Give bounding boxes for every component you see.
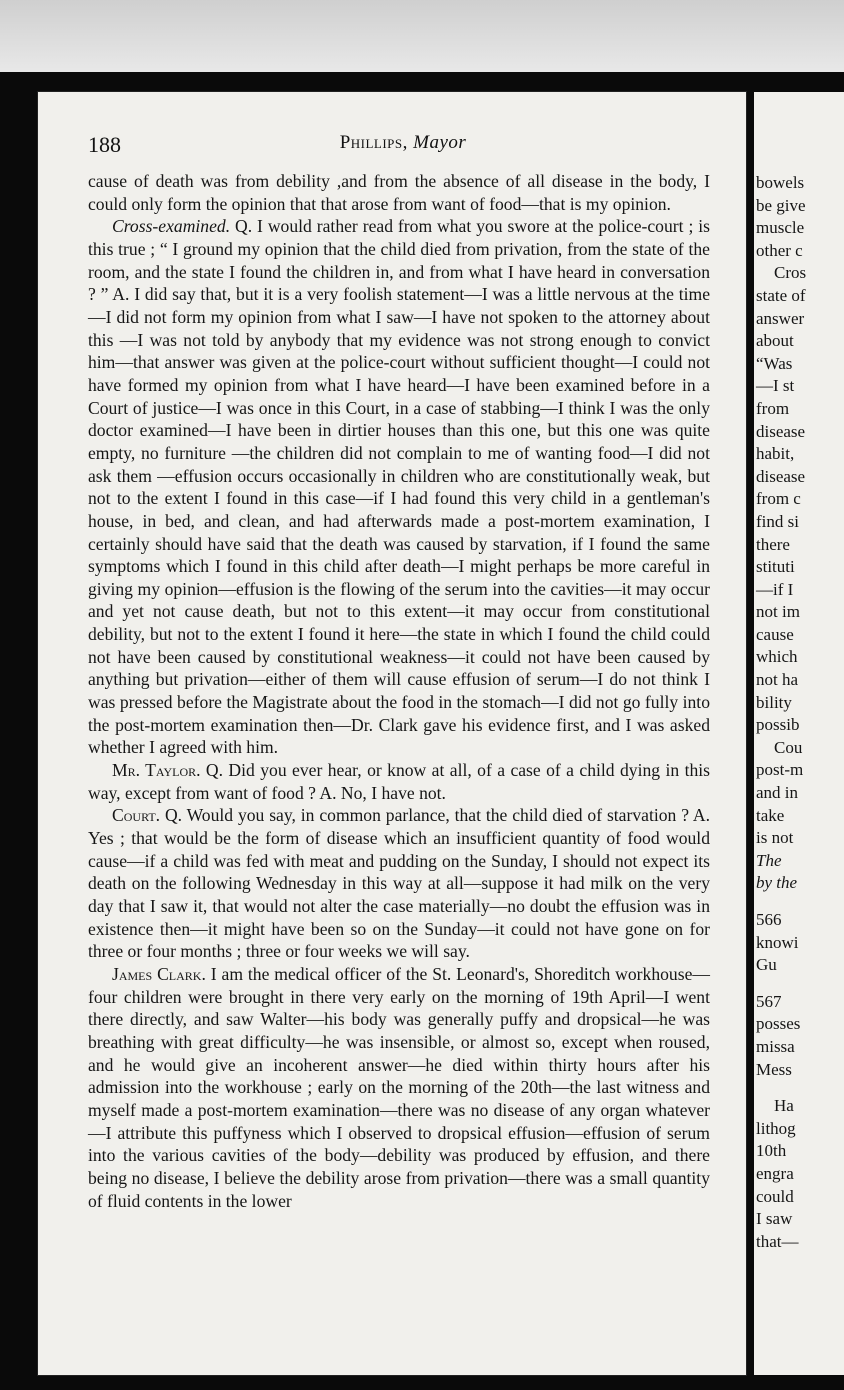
paragraph-lead: Mr. Taylor. [112, 760, 201, 781]
right-page-line: posses [756, 1014, 801, 1034]
right-page-line: which [756, 647, 798, 667]
right-page-line: habit, [756, 444, 795, 464]
right-page-line: engra [756, 1163, 794, 1183]
right-page-gap [756, 1081, 844, 1095]
right-page-line: post-m [756, 760, 804, 780]
right-page-gap [756, 895, 844, 909]
right-page-line: there [756, 534, 790, 554]
right-page-line: could [756, 1186, 794, 1206]
right-page-line: bility [756, 692, 792, 712]
right-page-line: about [756, 331, 794, 351]
right-page-line: take [756, 805, 785, 825]
running-head [88, 132, 718, 154]
right-page-line: The [756, 850, 782, 870]
right-page-line: missa [756, 1036, 795, 1056]
right-page-line: —if I [756, 579, 794, 599]
paragraph-text: Q. I would rather read from what you swore at the police-court ; is this true ; “ I ground my opinion that the child died from privation, from the state of the room, and the state I found the children in, and from what I have heard in conversation ? ” A. I did say that, but it is a very foolish statement—I was a little nervous at the time—I did not form my opinion from what I saw—I have not spoken to the attorney about this —I was not told by anybody that my evidence was not strong enough to convict him—that answer was given at the police-court without sufficient thought—I could not have formed my opinion from what I have heard—I have been examined before in a Court of justice—I was once in this Court, in a case of stabbing—I think I was the only doctor examined—I have been in dirtier houses than this one, but this one was quite empty, no furniture —the children did not complain to me of wanting food—I did not ask them —effusion occurs occasionally in children who are constitutionally weak, but not to the extent I found in this case—if I had found this very child in a gentleman's house, in bed, and clean, and had afterwards made a post-mortem examination, I certainly should have said that the death was caused by starvation, if I found the same symptoms which I found in this child after death—I might perhaps be more careful in giving my opinion—effusion is the flowing of the serum into the cavities—it may occur and yet not cause death, but not to this extent—it may occur from constitutional debility, but not to the extent I found it here—the state in which I found the child could not have been caused by constitutional weakness—it could not have been caused by anything but privation—either of them will cause effusion of serum—I do not think I was pressed before the Magistrate about the food in the stomach—I did not go fully into the post-mortem examination then—Dr. Clark gave his evidence first, and I was asked whether I agreed with him. [88, 216, 710, 758]
right-page-line: Cros [774, 263, 807, 283]
right-page-line: from [756, 398, 790, 418]
page-header [88, 132, 718, 162]
right-page-line: not ha [756, 670, 799, 690]
paragraph [88, 759, 710, 804]
running-head-name: Phillips, [339, 132, 408, 153]
paragraph [88, 170, 710, 215]
right-page-line: 10th [756, 1141, 787, 1161]
paragraph [88, 215, 710, 759]
page-body [88, 170, 710, 1212]
right-page-line: —I st [756, 376, 795, 396]
right-page-line: disease [756, 421, 806, 441]
paragraph-text: cause of death was from debility ,and from the absence of all disease in the body, I could only form the opinion that that arose from want of food—that is my opinion. [88, 171, 710, 214]
right-page-line: knowi [756, 932, 799, 952]
right-page-line: not im [756, 602, 800, 622]
right-page-line: I saw [756, 1209, 793, 1229]
right-page-line: by the [756, 873, 798, 893]
paragraph [88, 804, 710, 963]
right-page-line: Cou [774, 737, 803, 757]
right-page-line: Ha [774, 1096, 794, 1116]
right-page-line: cause [756, 624, 794, 644]
paragraph-text: I am the medical officer of the St. Leonard's, Shoreditch workhouse—four children were brought in there very early on the morning of 19th April—I went there directly, and saw Walter—his body was generally puffy and dropsical—he was breathing with great difficulty—he was insensible, or almost so, except when roused, and he would give an incoherent answer—he died within thirty hours after his admission into the workhouse ; early on the morning of the 20th—the last witness and myself made a post-mortem examination—there was no disease of any organ whatever—I attribute this puffyness which I observed to dropsical effusion—effusion of serum into the various cavities of the body—debility was produced by effusion, and there being no disease, I believe the debility arose from privation—there was a small quantity of fluid contents in the lower [88, 963, 710, 1211]
right-page-lines [756, 172, 844, 1253]
scan-top-margin [0, 0, 844, 72]
left-page [38, 92, 746, 1375]
right-page-line: is not [756, 828, 794, 848]
paragraph-lead: Court. [112, 805, 161, 826]
paragraph-text: Q. Did you ever hear, or know at all, of a case of a child dying in this way, except from want of food ? A. No, I have not. [88, 760, 710, 803]
right-page-line: 566 [756, 910, 782, 929]
right-page-line: bowels [756, 173, 805, 192]
right-page-line: muscle [756, 218, 805, 238]
paragraph-lead: Cross-examined. [112, 216, 231, 237]
right-page-line: other c [756, 240, 803, 260]
right-page-line: disease [756, 466, 806, 486]
right-page-line: 567 [756, 991, 782, 1011]
right-page-line: possib [756, 715, 800, 735]
paragraph-text: Q. Would you say, in common parlance, that the child died of starvation ? A. Yes ; that would be the form of disease which an insufficient quantity of food would cause—if a child was fed with meat and pudding on the Sunday, I should not expect its death on the following Wednesday in this way at all—suppose it had milk on the very day that I saw it, that would not alter the case materially—no doubt the effusion was in existence then—it might have been so on the Sunday—it could not have gone on for three or four months ; three or four weeks we will say. [88, 805, 710, 962]
right-page-gap [756, 977, 844, 991]
right-page-line: answer [756, 308, 805, 328]
right-page-line: Gu [756, 955, 777, 975]
page-number: 188 [88, 132, 121, 157]
paragraph-lead: James Clark. [112, 963, 206, 984]
right-page-line: “Was [756, 353, 793, 373]
right-page-line: that— [756, 1231, 799, 1251]
right-page-line: and in [756, 783, 799, 803]
right-page-line: lithog [756, 1118, 796, 1138]
right-page-line: from c [756, 489, 801, 509]
running-head-title: Mayor [413, 132, 467, 153]
right-page-line: Mess [756, 1059, 792, 1079]
paragraph [88, 963, 710, 1212]
right-page-line: state of [756, 285, 806, 305]
right-page-line: find si [756, 511, 799, 531]
right-page-line: be give [756, 195, 806, 215]
right-page-line: stituti [756, 557, 795, 577]
right-page-fragment [754, 92, 844, 1375]
